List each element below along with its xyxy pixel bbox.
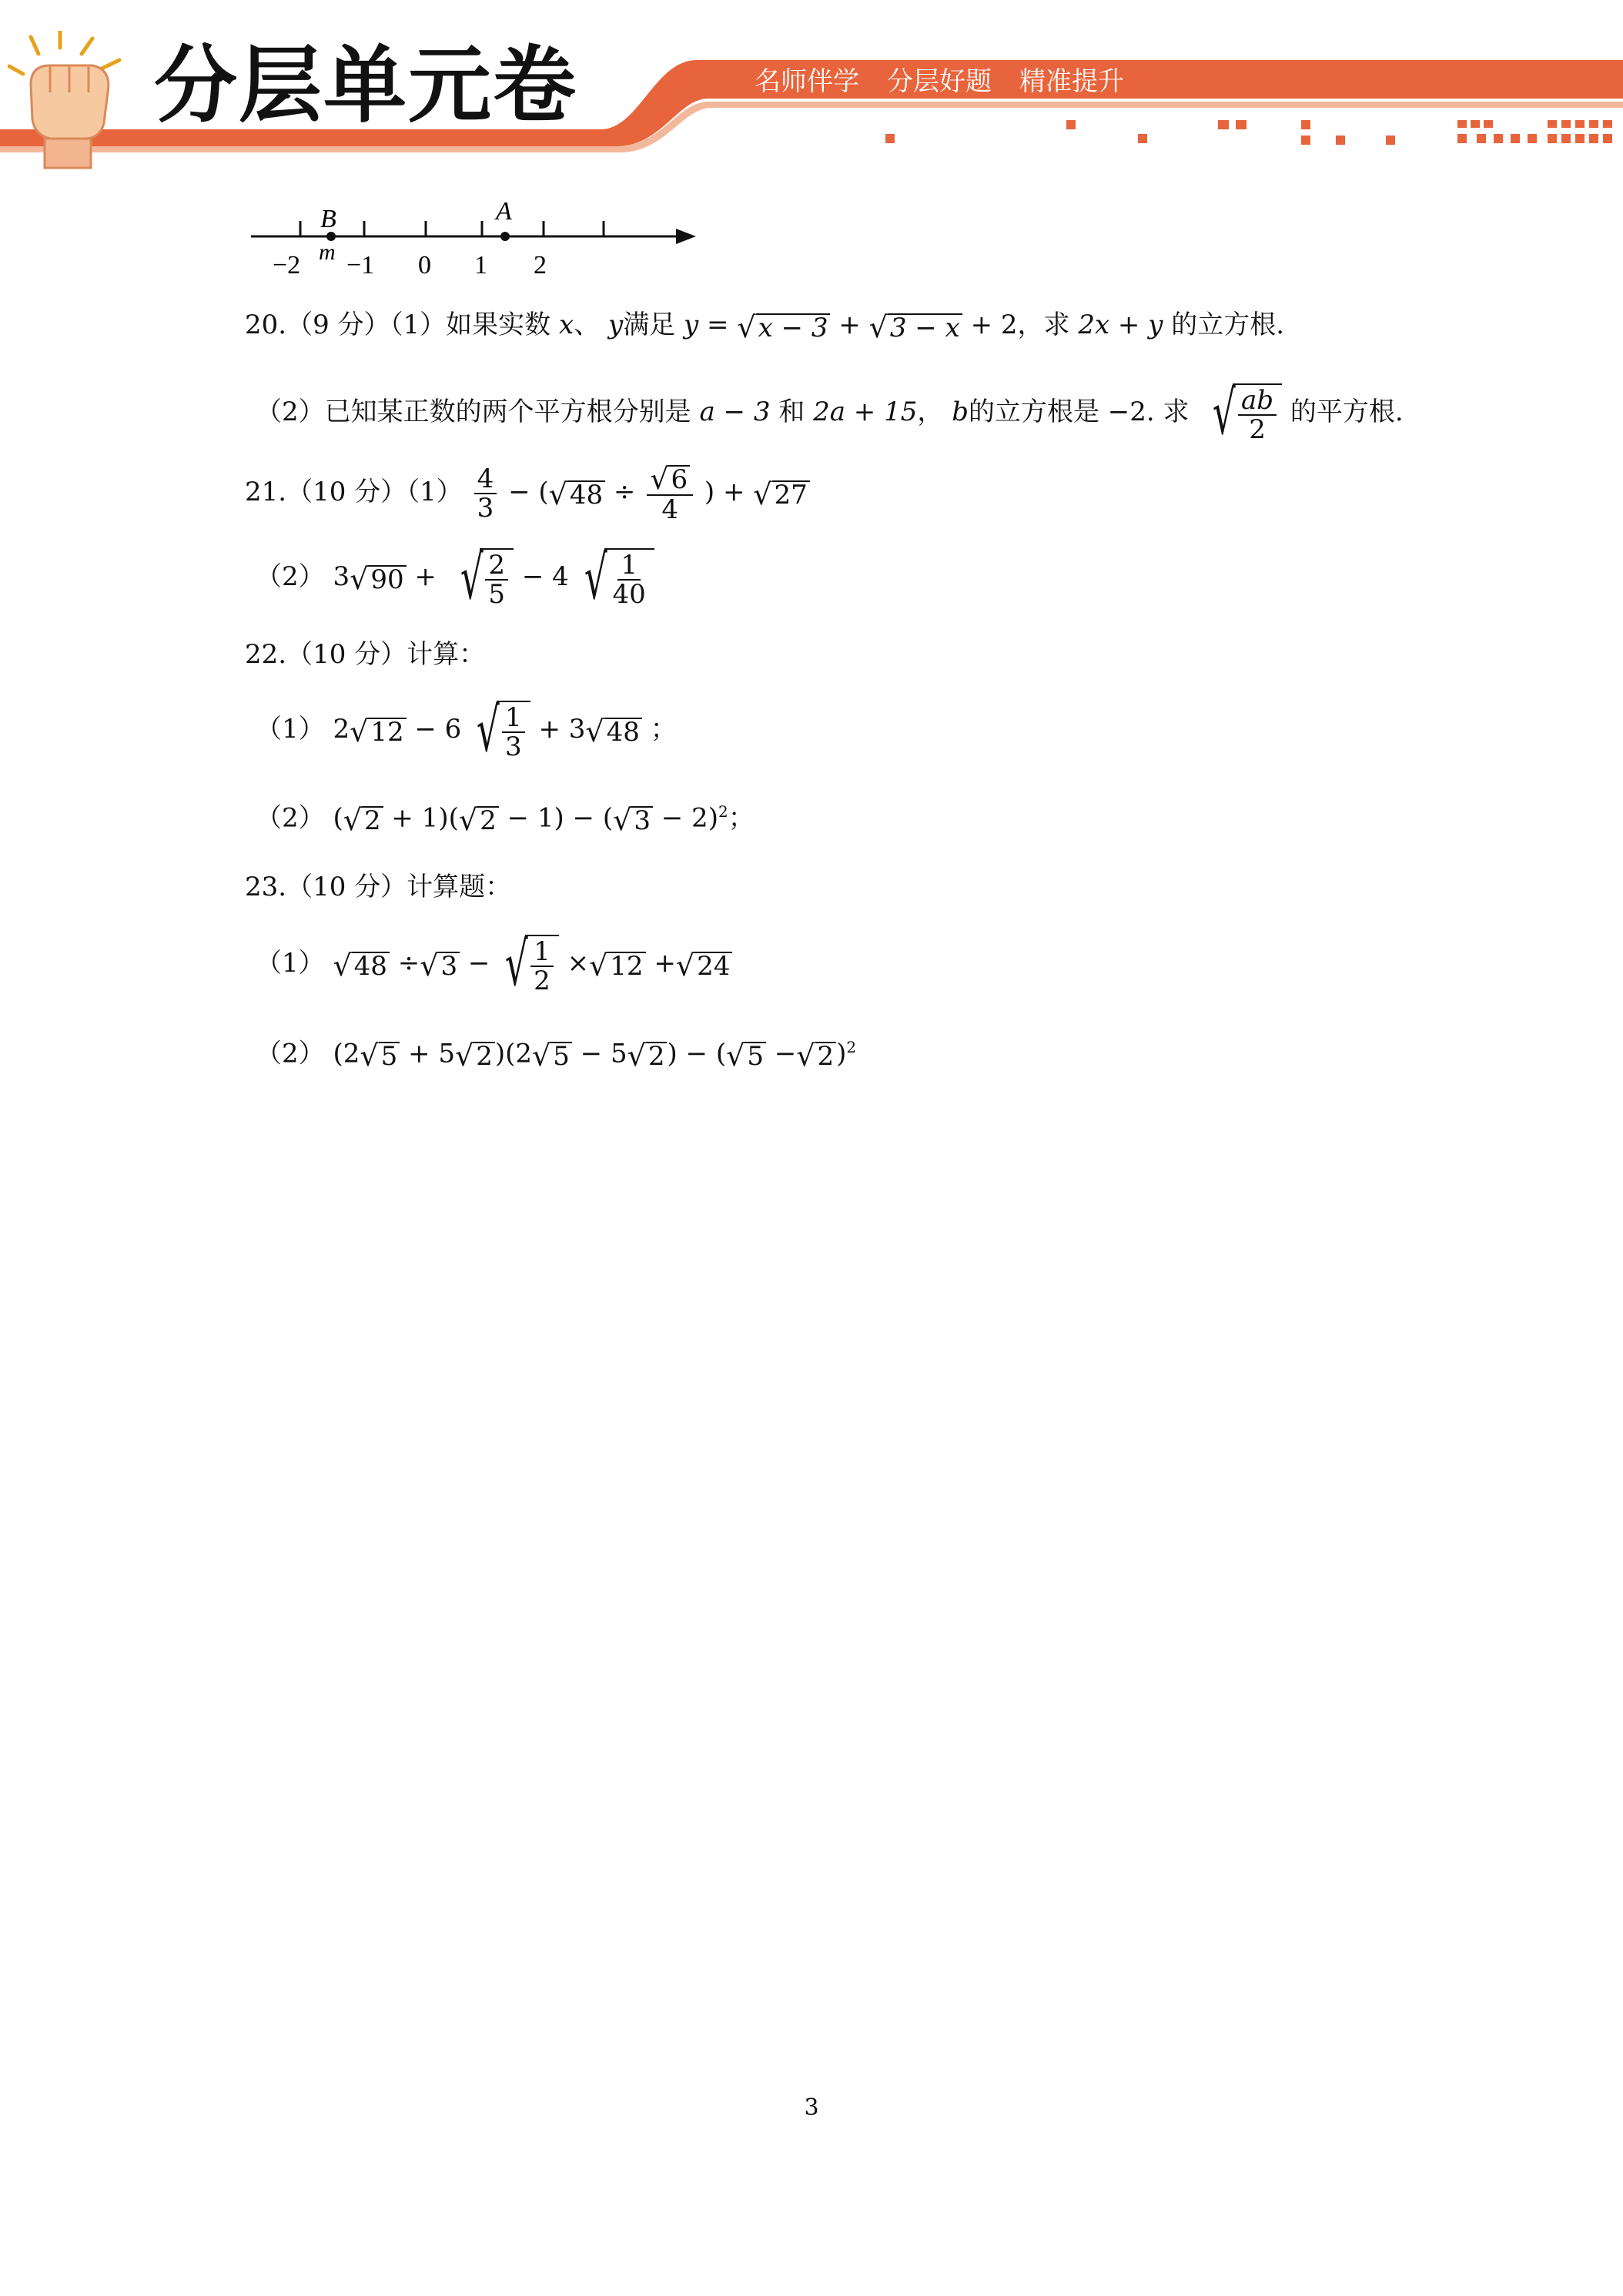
fraction: $\frac{4}{3}$: [474, 465, 497, 522]
question-22-part-2: （2） $(√2 + 1)(√2 - 1) - (√3 - 2)^2$；: [256, 802, 755, 838]
question-number: 22.: [245, 639, 287, 670]
sqrt-fraction: √ $\frac{1}{2}$: [490, 935, 558, 995]
question-22-part-1: （1） 2√12 − 6 √ $\frac{1}{3}$ + 3√48 ；: [256, 696, 677, 765]
fist-logo-icon: [8, 31, 139, 169]
slogan-2: 分层好题: [887, 66, 992, 97]
slogan-3: 精准提升: [1019, 66, 1124, 97]
question-23-part-1: （1） √48 ÷√3 − √ $\frac{1}{2}$ ×√12 +√24: [256, 935, 732, 995]
sqrt-fraction: √ $\frac{ab}{2}$: [1197, 383, 1282, 443]
sqrt-expr: √12: [350, 715, 406, 747]
sqrt-expr: √2: [796, 1039, 836, 1071]
sqrt-expr: √48: [333, 949, 389, 981]
sqrt-expr: √x − 3: [737, 310, 830, 343]
question-23-part-2: （2） $(2√5 + 5√2)(2√5 - 5√2) - (√5 -√2)^2$: [256, 1038, 857, 1073]
tick-label: −2: [273, 251, 301, 279]
question-20-part-1: 20.（9 分）（1）如果实数 x、 y满足 y = √x − 3 + √3 − x + 2，求 2x + y 的立方根.: [245, 310, 1285, 344]
question-21-part-2: （2） 3√90 + √ $\frac{2}{5}$ − 4 √ $\frac{1}{40}$: [256, 548, 654, 608]
question-number: 23.: [245, 872, 287, 902]
sqrt-fraction: √ $\frac{1}{3}$: [461, 701, 530, 761]
sqrt-expr: √2: [343, 803, 383, 835]
sqrt-expr: √3: [613, 803, 653, 835]
sqrt-expr: √48: [549, 477, 605, 510]
sqrt-expr: √3 − x: [869, 310, 962, 343]
tick-label: 2: [534, 251, 547, 279]
tick-label: 1: [474, 251, 487, 279]
question-23-title: 23.（10 分）计算题：: [245, 872, 512, 902]
sqrt-expr: √48: [585, 715, 641, 747]
fraction: $\frac{√6}{4}$: [647, 464, 693, 524]
brand-title: 分层单元卷: [154, 38, 578, 134]
sqrt-expr: √90: [350, 562, 406, 594]
sqrt-fraction: √ $\frac{2}{5}$: [445, 548, 514, 608]
tick-label: 0: [418, 251, 431, 279]
sqrt-expr: √2: [627, 1039, 668, 1071]
sqrt-expr: √12: [589, 949, 645, 981]
sqrt-expr: √3: [420, 949, 460, 981]
tick-label: −1: [346, 251, 375, 279]
number-line-figure: [245, 196, 707, 289]
question-22-title: 22.（10 分）计算：: [245, 639, 486, 670]
sqrt-expr: √5: [360, 1039, 400, 1071]
header-slogan: [755, 60, 1152, 98]
question-21-part-1: 21.（10 分）（1） $\frac{4}{3}$ − (√48 ÷ $\frac{√6}{4}$ ) + √27: [245, 464, 810, 524]
sqrt-expr: √5: [532, 1039, 572, 1071]
page-number: 3: [804, 2094, 819, 2121]
sqrt-expr: √2: [455, 1039, 495, 1071]
label-A: A: [496, 197, 512, 226]
question-number: 21.: [245, 477, 287, 507]
sqrt-expr: √2: [459, 803, 499, 835]
slogan-1: 名师伴学: [755, 66, 859, 97]
question-20-part-2: （2）已知某正数的两个平方根分别是 a − 3 和 2a + 15， b的立方根是 −2. 求 √ $\frac{ab}{2}$ 的平方根.: [256, 379, 1404, 448]
sqrt-expr: √5: [726, 1039, 766, 1071]
question-number: 20.: [245, 310, 287, 340]
decorative-squares: [885, 120, 1612, 145]
page-header: [0, 0, 1623, 177]
sqrt-expr: √24: [676, 949, 732, 981]
label-B: B: [320, 205, 336, 233]
sqrt-fraction: √ $\frac{1}{40}$: [569, 548, 654, 608]
sqrt-expr: √27: [753, 477, 809, 510]
label-m: m: [319, 239, 336, 265]
